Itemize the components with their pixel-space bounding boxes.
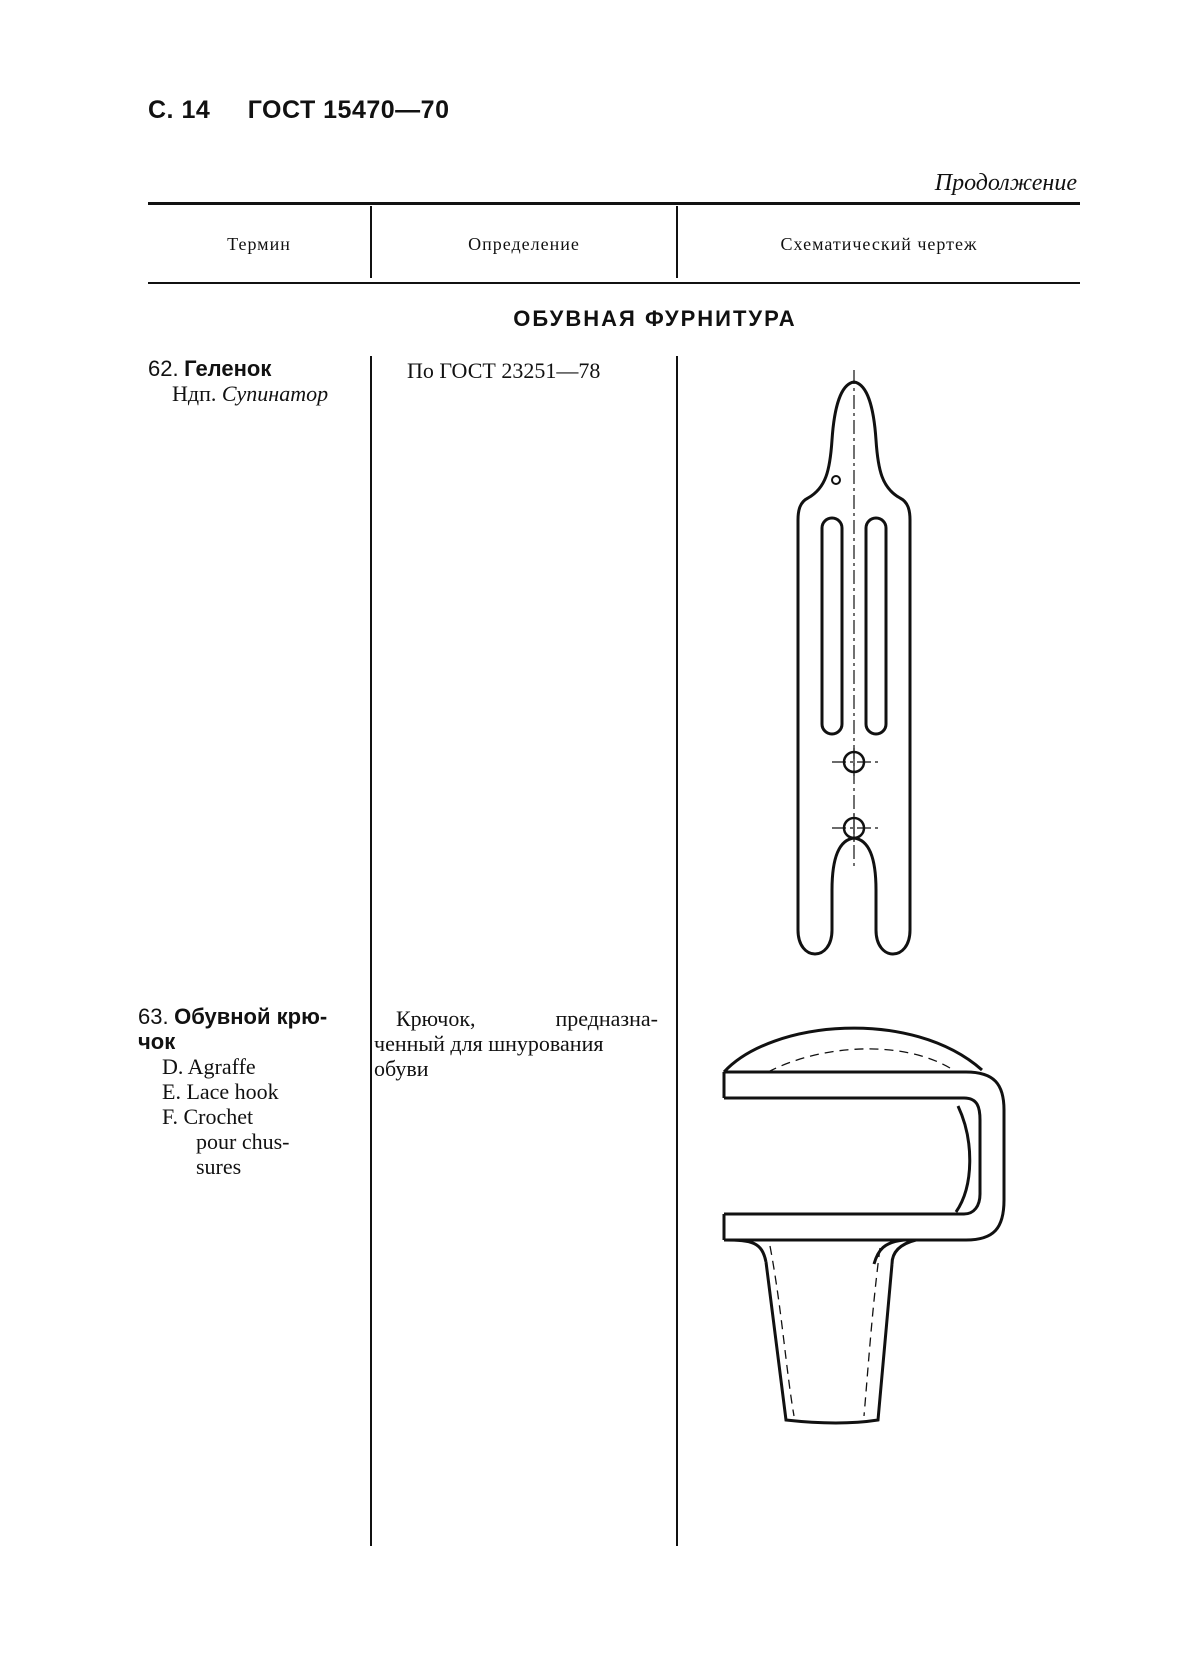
continuation-label: Продолжение bbox=[934, 170, 1077, 196]
entry-63-foreign-en: E. Lace hook bbox=[162, 1079, 279, 1104]
entry-63-foreign-fr-cont2: sures bbox=[196, 1154, 242, 1179]
lace-hook-drawing-icon bbox=[712, 1010, 1032, 1430]
entry-63-term-line1: Обувной крю- bbox=[174, 1004, 328, 1029]
entry-62-term-name: Геленок bbox=[184, 356, 272, 381]
entry-63-definition-word1: Крючок, bbox=[396, 1006, 476, 1031]
section-title: ОБУВНАЯ ФУРНИТУРА bbox=[513, 306, 797, 331]
entry-63-term bbox=[138, 1004, 370, 1179]
entry-62-not-allowed-prefix: Ндп. bbox=[172, 381, 217, 406]
body-divider-1 bbox=[370, 356, 372, 1546]
entry-63-foreign-fr-cont1: pour chus- bbox=[196, 1129, 290, 1154]
shank-drawing-icon bbox=[780, 370, 930, 970]
entry-63-term-line2: чок bbox=[138, 1029, 176, 1054]
entry-62-term bbox=[148, 356, 368, 406]
entry-63-definition-line2: ченный для шнурования bbox=[374, 1031, 604, 1056]
entry-63-foreign-fr: F. Crochet bbox=[162, 1104, 254, 1129]
entry-63-definition-word2: предназна- bbox=[555, 1006, 658, 1031]
page-header bbox=[148, 96, 449, 125]
entry-62-number: 62. bbox=[148, 356, 179, 381]
table-top-rule bbox=[148, 202, 1080, 205]
entry-63-definition bbox=[374, 1006, 658, 1081]
entry-62-definition: По ГОСТ 23251—78 bbox=[407, 358, 601, 383]
column-header-term: Термин bbox=[227, 234, 291, 254]
column-header-definition: Определение bbox=[468, 234, 580, 254]
entry-63-number: 63. bbox=[138, 1004, 169, 1029]
entry-63-definition-line3: обуви bbox=[374, 1056, 429, 1081]
body-divider-2 bbox=[676, 356, 678, 1546]
entry-63-foreign-de: D. Agraffe bbox=[162, 1054, 256, 1079]
column-header-drawing: Схематический чертеж bbox=[780, 234, 978, 254]
standard-number: ГОСТ 15470—70 bbox=[247, 96, 450, 124]
entry-62-not-allowed-term: Супинатор bbox=[221, 381, 329, 406]
page-reference: С. 14 bbox=[148, 96, 211, 124]
table-header-bottom-rule bbox=[148, 282, 1080, 284]
